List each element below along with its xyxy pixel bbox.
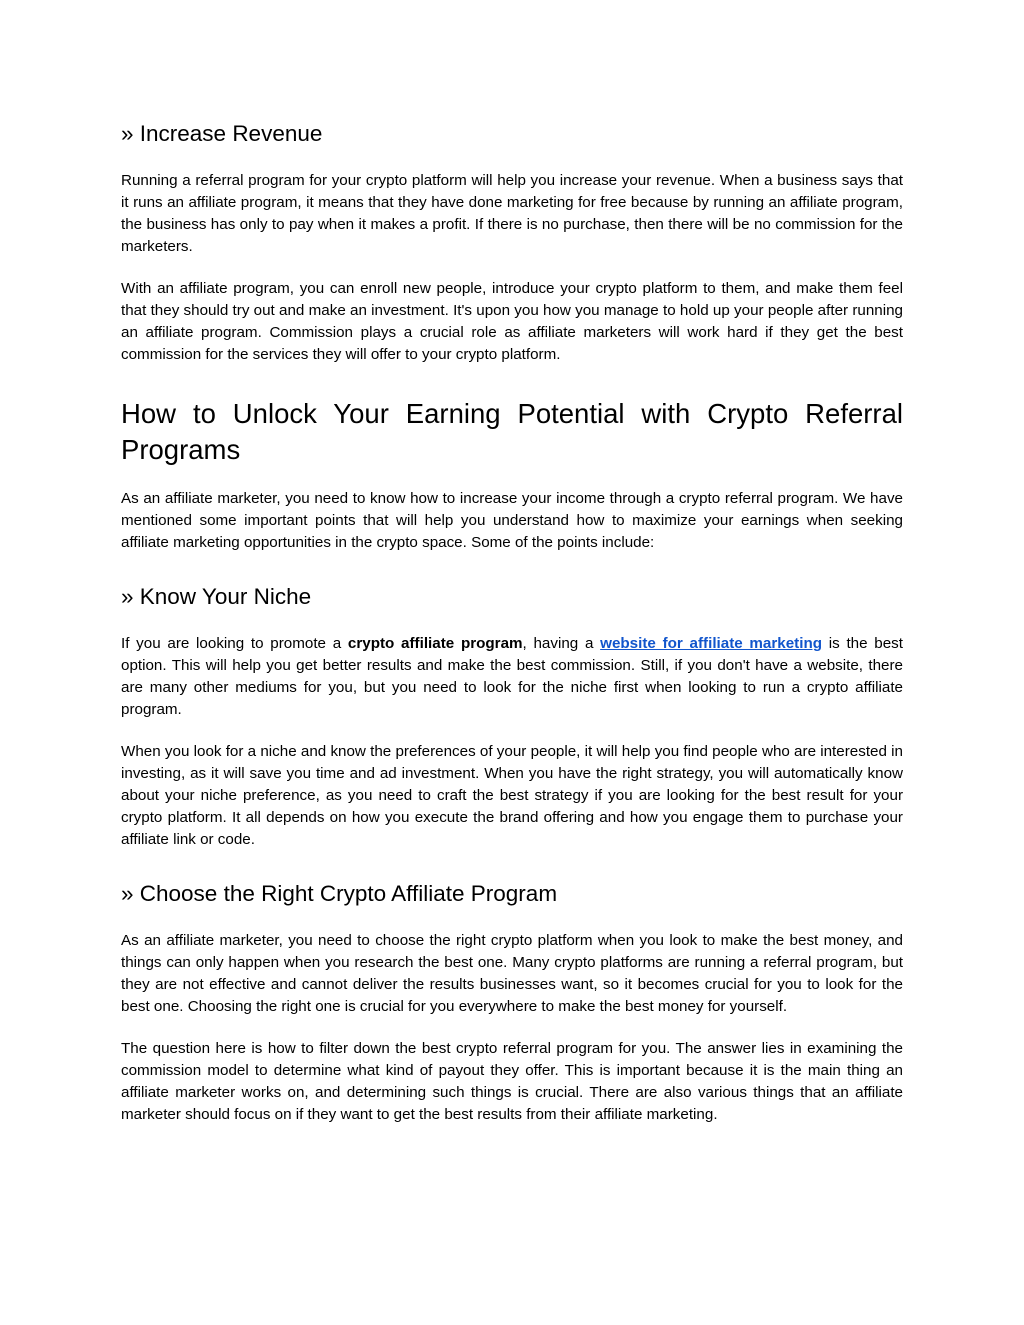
text-segment: If you are looking to promote a: [121, 635, 348, 652]
paragraph-choose-right-program-1: As an affiliate marketer, you need to choose the right crypto platform when you look to make the best money, and things can only happen when you research the best one. Many crypto platforms are running a referral program, but they are not effective and cannot deliver the results businesses want, so it becomes crucial for you to look for the best one. Choosing the right one is crucial for you everywhere to make the best money for yourself.: [121, 932, 903, 1015]
paragraph-increase-revenue-1: Running a referral program for your crypto platform will help you increase your revenue. When a business says that it runs an affiliate program, it means that they have done marketing for free because by running an affiliate program, the business has only to pay when it makes a profit. If there is no purchase, then there will be no commission for the marketers.: [121, 172, 903, 255]
paragraph-increase-revenue-2: With an affiliate program, you can enroll new people, introduce your crypto platform to them, and make them feel that they should try out and make an investment. It's upon you how you manage to hold up your people after running an affiliate program. Commission plays a crucial role as affiliate marketers will work hard if they get the best commission for the services they will offer to your crypto platform.: [121, 280, 903, 363]
bold-crypto-affiliate-program: crypto affiliate program: [347, 635, 523, 652]
paragraph-unlock-earning-potential: As an affiliate marketer, you need to know how to increase your income through a crypto referral program. We have mentioned some important points that will help you understand how to maximize your earnings when seeking affiliate marketing opportunities in the crypto space. Some of the points include:: [121, 490, 903, 551]
heading-increase-revenue: » Increase Revenue: [121, 121, 323, 146]
paragraph-choose-right-program-2: The question here is how to filter down the best crypto referral program for you. The answer lies in examining the commission model to determine what kind of payout they offer. This is important because it is the main thing an affiliate marketer works on, and determining such things is crucial. There are also various things that an affiliate marketer should focus on if they want to get the best results from their affiliate marketing.: [121, 1040, 903, 1123]
heading-unlock-earning-potential: How to Unlock Your Earning Potential with Crypto Referral Programs: [121, 398, 903, 465]
paragraph-know-your-niche-2: When you look for a niche and know the preferences of your people, it will help you find people who are interested in investing, as it will save you time and ad investment. When you have the right strategy, you will automatically know about your niche preference, as you need to craft the best strategy if you are looking for the best result for your crypto platform. It all depends on how you execute the brand offering and how you engage them to purchase your affiliate link or code.: [121, 743, 903, 848]
heading-choose-right-program: » Choose the Right Crypto Affiliate Program: [121, 881, 558, 906]
heading-know-your-niche: » Know Your Niche: [121, 584, 312, 609]
paragraph-know-your-niche-1: [121, 633, 903, 721]
text-segment: is the best option. This will help you get better results and make the best commission. Still, if you don't have a website, there are many other mediums for you, but you need to look for the niche first when looking to run a crypto affiliate program.: [121, 635, 903, 718]
document-page: [121, 118, 903, 1126]
website-for-affiliate-marketing-link[interactable]: website for affiliate marketing: [600, 635, 823, 652]
text-segment: , having a: [522, 635, 601, 652]
